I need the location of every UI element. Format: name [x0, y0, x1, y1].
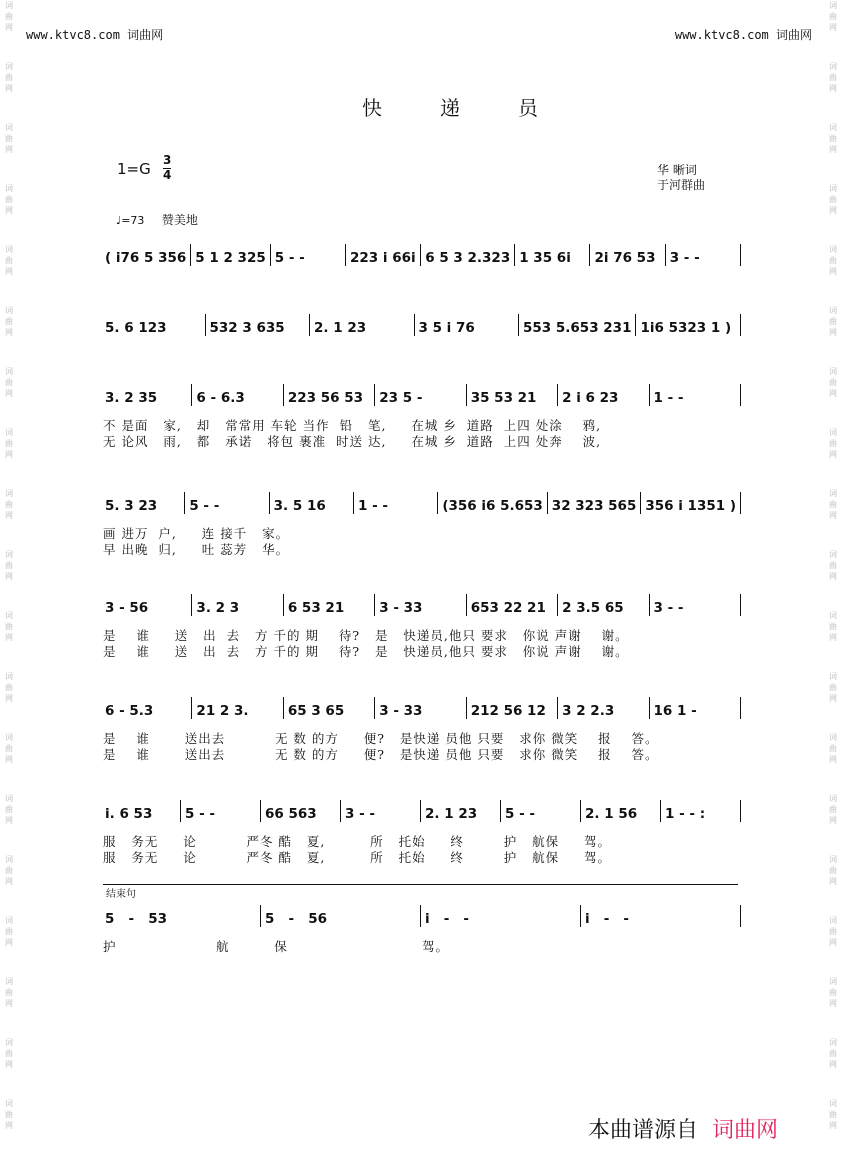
watermark-text: 词曲网: [829, 855, 837, 886]
measure: 653 22 21: [470, 600, 546, 616]
measure: 3 2 2.3: [562, 703, 615, 719]
measure: 1 - -: [653, 390, 684, 406]
barline: [190, 244, 191, 266]
lyric-line: 服 务无 论 严冬 酷 夏, 所 托始 终 护 航保 驾。: [103, 834, 612, 849]
barline: [466, 384, 467, 406]
watermark-text: 词曲网: [5, 611, 13, 642]
barline: [340, 800, 341, 822]
measure: 5 - -: [185, 806, 215, 822]
measure: 6 - 6.3: [196, 390, 245, 406]
watermark-text: 词曲网: [5, 1038, 13, 1069]
watermark-text: 词曲网: [829, 916, 837, 947]
measure: 223 i 66i: [349, 250, 416, 266]
lyric-line: 早 出晚 归, 吐 蕊芳 华。: [103, 542, 290, 557]
barline: [500, 800, 501, 822]
watermark-text: 词曲网: [5, 1099, 13, 1130]
watermark-text: 词曲网: [829, 184, 837, 215]
measure: 2. 1 56: [585, 806, 638, 822]
measure: 3. 2 35: [105, 390, 158, 406]
watermark-text: 词曲网: [829, 1038, 837, 1069]
barline: [269, 492, 270, 514]
footer-brand-link[interactable]: 词曲网: [712, 1118, 779, 1143]
song-title: 快递员: [362, 96, 596, 120]
measure: 3 - -: [653, 600, 684, 616]
measure: 5. 3 23: [105, 498, 158, 514]
measure: 5 - 56: [265, 911, 327, 927]
watermark-text: 词曲网: [5, 489, 13, 520]
barline: [191, 594, 192, 616]
barline: [518, 314, 519, 336]
lyric-line: 护 航 保 驾。: [103, 939, 450, 954]
watermark-text: 词曲网: [5, 245, 13, 276]
measure: 32 323 565: [551, 498, 637, 514]
measure: 35 53 21: [470, 390, 537, 406]
barline: [660, 800, 661, 822]
tempo-value: ♩=73: [116, 214, 145, 227]
measure: i. 6 53: [105, 806, 153, 822]
measure: 16 1 -: [653, 703, 697, 719]
watermark-text: 词曲网: [5, 62, 13, 93]
score-line: [103, 594, 743, 660]
barline: [557, 384, 558, 406]
composer: 于河群曲: [657, 178, 706, 192]
barline: [665, 244, 666, 266]
barline: [547, 492, 548, 514]
notation-row: [103, 314, 743, 336]
coda-frame-line: [103, 884, 738, 885]
score-line: [103, 492, 743, 558]
watermark-text: 词曲网: [5, 184, 13, 215]
measure: 6 - 5.3: [105, 703, 154, 719]
lyric-line: 是 谁 送 出 去 方 千的 期 待? 是 快递员,他只 要求 你说 声谢 谢。: [103, 644, 629, 659]
barline: [345, 244, 346, 266]
measure: 3 - 33: [379, 600, 423, 616]
notation-row: [103, 492, 743, 514]
barline: [260, 905, 261, 927]
barline: [649, 594, 650, 616]
measure: 2. 1 23: [314, 320, 367, 336]
barline: [191, 384, 192, 406]
score-line: [103, 244, 743, 266]
barline: [514, 244, 515, 266]
watermark-text: 词曲网: [5, 855, 13, 886]
measure: 223 56 53: [287, 390, 363, 406]
measure: 553 5.653 231: [523, 320, 632, 336]
barline: [309, 314, 310, 336]
measure: 3. 5 16: [273, 498, 326, 514]
lyric-line: 服 务无 论 严冬 酷 夏, 所 托始 终 护 航保 驾。: [103, 850, 612, 865]
watermark-text: 词曲网: [5, 550, 13, 581]
measure: 5. 6 123: [105, 320, 167, 336]
side-watermark-right: [826, 0, 840, 1159]
measure: 66 563: [265, 806, 317, 822]
measure: 356 i 1351 ): [645, 498, 736, 514]
barline: [184, 492, 185, 514]
key-signature: 1=G: [117, 160, 151, 178]
barline: [374, 594, 375, 616]
barline: [283, 594, 284, 616]
measure: 3 - 33: [379, 703, 423, 719]
lyric-line: 是 谁 送出去 无 数 的方 便? 是快递 员他 只要 求你 微笑 报 答。: [103, 747, 659, 762]
notation-row: [103, 905, 743, 927]
barline: [374, 384, 375, 406]
measure: 2. 1 23: [425, 806, 478, 822]
barline: [580, 800, 581, 822]
watermark-text: 词曲网: [829, 306, 837, 337]
barline: [649, 697, 650, 719]
watermark-text: 词曲网: [829, 1099, 837, 1130]
watermark-text: 词曲网: [829, 245, 837, 276]
footer-source: [588, 1113, 778, 1144]
measure: 2 3.5 65: [562, 600, 624, 616]
barline: [589, 244, 590, 266]
watermark-text: 词曲网: [5, 672, 13, 703]
time-signature: [163, 154, 171, 182]
watermark-text: 词曲网: [829, 367, 837, 398]
barline: [205, 314, 206, 336]
tempo-marking: [116, 211, 198, 228]
score-line: [103, 384, 743, 450]
notation-row: [103, 800, 743, 822]
measure: 1 - -: [357, 498, 388, 514]
watermark-text: 词曲网: [5, 367, 13, 398]
barline: [580, 905, 581, 927]
notation-row: [103, 697, 743, 719]
watermark-text: 词曲网: [5, 306, 13, 337]
watermark-text: 词曲网: [5, 123, 13, 154]
barline: [466, 697, 467, 719]
score-line: [103, 697, 743, 763]
lyric-line: 是 谁 送 出 去 方 千的 期 待? 是 快递员,他只 要求 你说 声谢 谢。: [103, 628, 629, 643]
side-watermark-left: [2, 0, 16, 1159]
watermark-text: 词曲网: [5, 977, 13, 1008]
barline: [353, 492, 354, 514]
measure: 6 53 21: [287, 600, 345, 616]
measure: 6 5 3 2.323: [425, 250, 511, 266]
watermark-text: 词曲网: [5, 733, 13, 764]
lyric-line: 无 论风 雨, 都 承诺 将包 裹准 时送 达, 在城 乡 道路 上四 处奔 波,: [103, 434, 602, 449]
watermark-text: 词曲网: [829, 1, 837, 32]
barline: [740, 244, 741, 266]
barline: [420, 800, 421, 822]
measure: 21 2 3.: [196, 703, 249, 719]
credits: [657, 163, 705, 193]
watermark-text: 词曲网: [829, 977, 837, 1008]
measure: 212 56 12: [470, 703, 546, 719]
measure: 5 - -: [189, 498, 220, 514]
watermark-text: 词曲网: [5, 794, 13, 825]
score-line: [103, 800, 743, 866]
measure: (356 i6 5.653: [442, 498, 543, 514]
header-url-left: www.ktvc8.com 词曲网: [26, 28, 164, 42]
measure: ( i76 5 356: [105, 250, 187, 266]
measure: 3. 2 3: [196, 600, 240, 616]
barline: [420, 244, 421, 266]
measure: 23 5 -: [379, 390, 423, 406]
watermark-text: 词曲网: [829, 550, 837, 581]
barline: [635, 314, 636, 336]
barline: [740, 594, 741, 616]
barline: [191, 697, 192, 719]
barline: [557, 697, 558, 719]
score-line: [103, 905, 743, 955]
barline: [260, 800, 261, 822]
time-signature-bottom: 4: [163, 168, 172, 182]
barline: [420, 905, 421, 927]
lyric-line: 不 是面 家, 却 常常用 车轮 当作 铅 笔, 在城 乡 道路 上四 处涂 鸦,: [103, 418, 602, 433]
time-signature-top: 3: [163, 153, 172, 167]
notation-row: [103, 384, 743, 406]
measure: 5 - -: [505, 806, 535, 822]
coda-tag: 结束句: [106, 889, 136, 900]
watermark-text: 词曲网: [829, 62, 837, 93]
watermark-text: 词曲网: [829, 794, 837, 825]
measure: 3 - -: [345, 806, 375, 822]
lyric-line: 是 谁 送出去 无 数 的方 便? 是快递 员他 只要 求你 微笑 报 答。: [103, 731, 659, 746]
barline: [649, 384, 650, 406]
measure: 5 - 53: [105, 911, 167, 927]
lyric-line: 画 进万 户, 连 接千 家。: [103, 526, 290, 541]
barline: [283, 697, 284, 719]
barline: [466, 594, 467, 616]
barline: [283, 384, 284, 406]
measure: i - -: [585, 911, 630, 927]
watermark-text: 词曲网: [5, 428, 13, 459]
watermark-text: 词曲网: [829, 428, 837, 459]
expression-style: 赞美地: [161, 213, 198, 227]
measure: 5 1 2 325: [195, 250, 266, 266]
barline: [740, 697, 741, 719]
notation-row: [103, 244, 743, 266]
watermark-text: 词曲网: [829, 672, 837, 703]
measure: 5 - -: [274, 250, 305, 266]
footer-source-label: 本曲谱源自: [588, 1118, 699, 1143]
measure: 532 3 635: [209, 320, 285, 336]
measure: 1i6 5323 1 ): [640, 320, 732, 336]
lyricist: 华 晰词: [657, 163, 697, 177]
barline: [740, 492, 741, 514]
measure: 3 - 56: [105, 600, 149, 616]
notation-row: [103, 594, 743, 616]
measure: 2i 76 53: [594, 250, 656, 266]
barline: [270, 244, 271, 266]
barline: [740, 384, 741, 406]
score-line: [103, 314, 743, 336]
barline: [640, 492, 641, 514]
measure: 1 35 6i: [519, 250, 571, 266]
barline: [740, 314, 741, 336]
watermark-text: 词曲网: [5, 1, 13, 32]
measure: 1 - - :: [665, 806, 706, 822]
measure: 3 - -: [669, 250, 700, 266]
watermark-text: 词曲网: [829, 733, 837, 764]
barline: [374, 697, 375, 719]
measure: i - -: [425, 911, 470, 927]
barline: [437, 492, 438, 514]
watermark-text: 词曲网: [829, 611, 837, 642]
header-url-right: www.ktvc8.com 词曲网: [674, 28, 812, 42]
watermark-text: 词曲网: [829, 123, 837, 154]
barline: [414, 314, 415, 336]
watermark-text: 词曲网: [829, 489, 837, 520]
measure: 3 5 i 76: [418, 320, 475, 336]
measure: 2 i 6 23: [562, 390, 619, 406]
barline: [740, 905, 741, 927]
measure: 65 3 65: [287, 703, 345, 719]
barline: [557, 594, 558, 616]
barline: [740, 800, 741, 822]
watermark-text: 词曲网: [5, 916, 13, 947]
barline: [180, 800, 181, 822]
